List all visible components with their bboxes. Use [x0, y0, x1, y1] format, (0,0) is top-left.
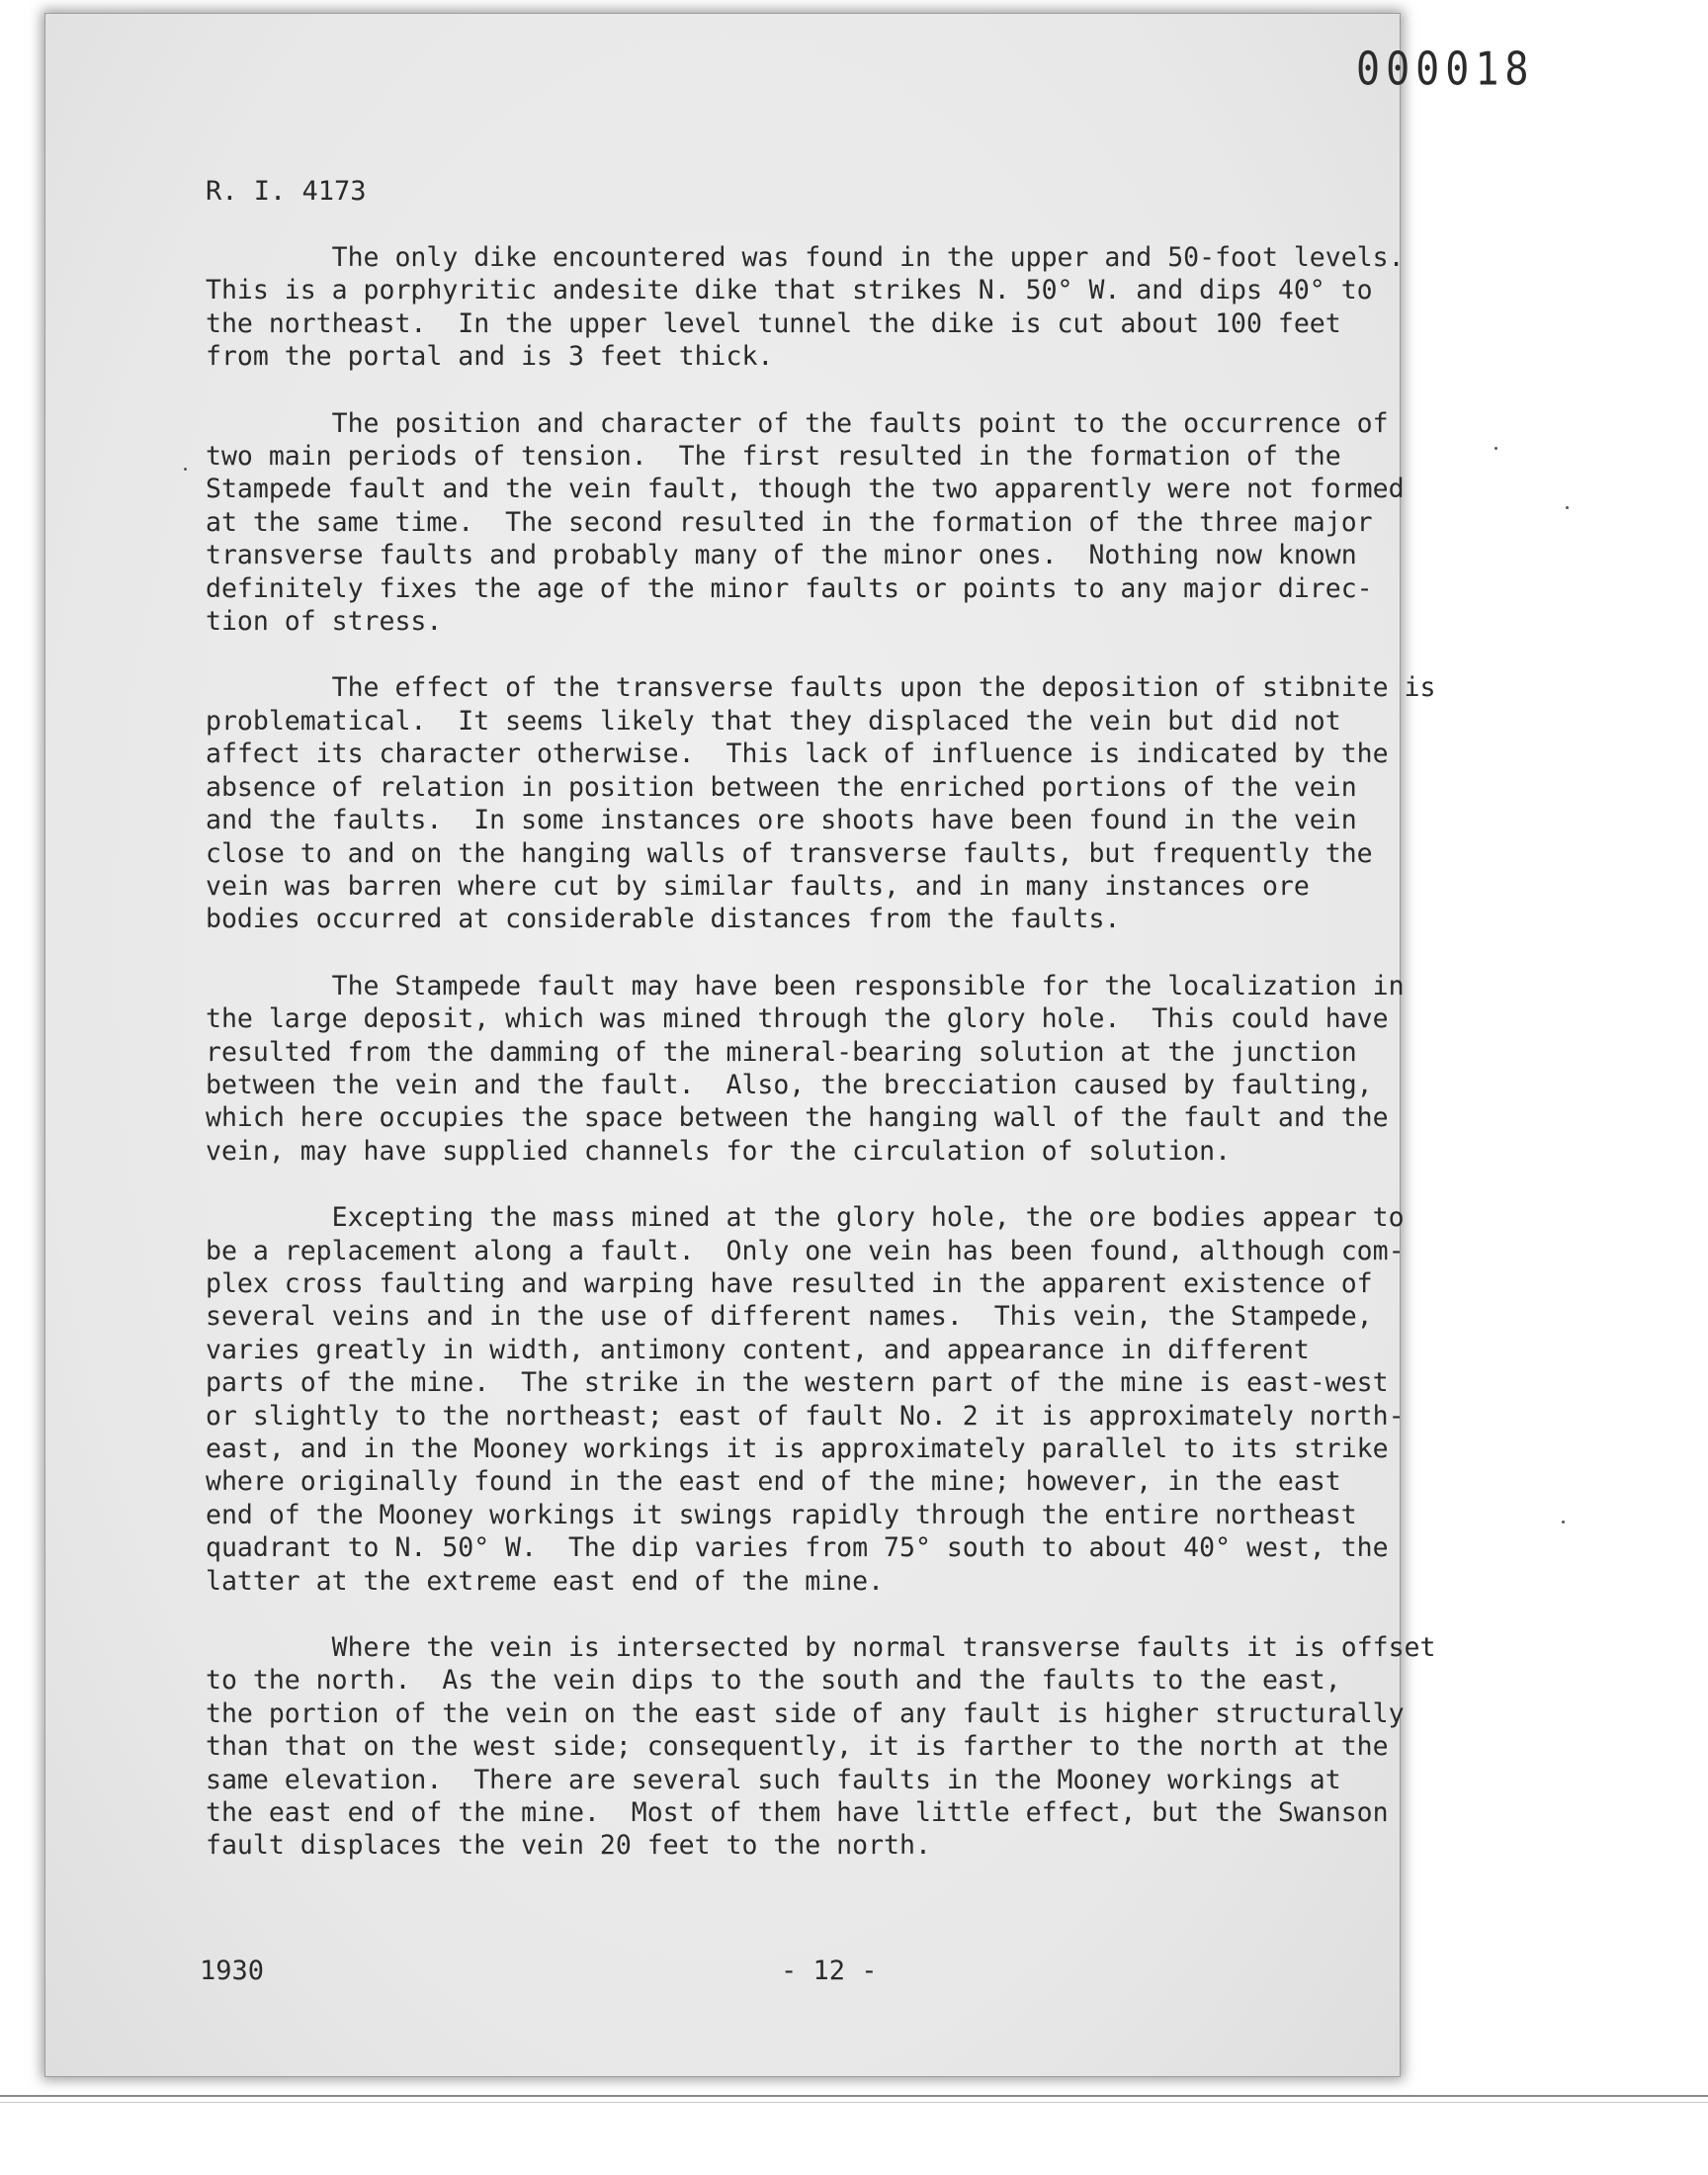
- text-line: to the north. As the vein dips to the south and the faults to the east,: [206, 1665, 1341, 1696]
- text-line: Excepting the mass mined at the glory hole, the ore bodies appear to: [206, 1202, 1405, 1234]
- text-line: definitely fixes the age of the minor faults or points to any major direc-: [206, 572, 1373, 604]
- text-line: Where the vein is intersected by normal transverse faults it is offset: [206, 1632, 1436, 1664]
- report-id: R. I. 4173: [206, 176, 367, 207]
- paragraph: [206, 1201, 1491, 1598]
- text-line: the portion of the vein on the east side of any fault is higher structurally: [206, 1697, 1405, 1729]
- scanner-edge-line-secondary: [0, 2102, 1708, 2103]
- text-line: several veins and in the use of different names. This vein, the Stampede,: [206, 1301, 1373, 1333]
- text-line: end of the Mooney workings it swings rapidly through the entire northeast: [206, 1499, 1357, 1530]
- paragraph: [206, 671, 1491, 935]
- footer-year: 1930: [200, 1956, 265, 1986]
- paper-speck: [1494, 447, 1497, 450]
- text-line: and the faults. In some instances ore shoots have been found in the vein: [206, 805, 1357, 836]
- document-number: 000018: [1356, 44, 1535, 96]
- text-line: where originally found in the east end of the mine; however, in the east: [206, 1466, 1341, 1498]
- text-line: which here occupies the space between the hanging wall of the fault and the: [206, 1102, 1389, 1134]
- text-line: the east end of the mine. Most of them have little effect, but the Swanson: [206, 1797, 1389, 1829]
- text-line: the northeast. In the upper level tunnel the dike is cut about 100 feet: [206, 307, 1341, 339]
- paragraph: [206, 970, 1491, 1168]
- text-line: from the portal and is 3 feet thick.: [206, 341, 774, 373]
- text-line: The position and character of the faults point to the occurrence of: [206, 407, 1389, 439]
- text-line: two main periods of tension. The first resulted in the formation of the: [206, 441, 1341, 473]
- text-line: quadrant to N. 50° W. The dip varies from 75° south to about 40° west, the: [206, 1532, 1389, 1564]
- text-line: at the same time. The second resulted in the formation of the three major: [206, 506, 1373, 538]
- text-line: vein, may have supplied channels for the circulation of solution.: [206, 1135, 1232, 1167]
- text-line: problematical. It seems likely that they displaced the vein but did not: [206, 705, 1341, 737]
- scanner-edge-line: [0, 2095, 1708, 2097]
- text-line: affect its character otherwise. This lack of influence is indicated by the: [206, 739, 1389, 770]
- text-line: between the vein and the fault. Also, the brecciation caused by faulting,: [206, 1069, 1373, 1100]
- paragraph: [206, 1631, 1491, 1863]
- text-line: same elevation. There are several such faults in the Mooney workings at: [206, 1764, 1341, 1795]
- text-line: The Stampede fault may have been responsible for the localization in: [206, 970, 1405, 1001]
- text-line: varies greatly in width, antimony content, and appearance in different: [206, 1334, 1310, 1365]
- document-body: [206, 241, 1491, 1896]
- text-line: tion of stress.: [206, 606, 443, 638]
- text-line: The effect of the transverse faults upon the deposition of stibnite is: [206, 672, 1436, 704]
- text-line: absence of relation in position between the enriched portions of the vein: [206, 771, 1357, 803]
- text-line: The only dike encountered was found in the upper and 50-foot levels.: [206, 242, 1405, 273]
- text-line: Stampede fault and the vein fault, though the two apparently were not formed: [206, 474, 1405, 505]
- text-line: or slightly to the northeast; east of fault No. 2 it is approximately north-: [206, 1400, 1405, 1432]
- paragraph: [206, 407, 1491, 639]
- paragraph: [206, 241, 1491, 374]
- paper-speck: [1562, 1521, 1565, 1523]
- text-line: plex cross faulting and warping have resulted in the apparent existence of: [206, 1267, 1373, 1299]
- paper-speck: [1566, 506, 1569, 509]
- text-line: This is a porphyritic andesite dike that strikes N. 50° W. and dips 40° to: [206, 275, 1373, 306]
- text-line: the large deposit, which was mined through the glory hole. This could have: [206, 1003, 1389, 1035]
- text-line: latter at the extreme east end of the mine.: [206, 1565, 885, 1597]
- text-line: east, and in the Mooney workings it is approximately parallel to its strike: [206, 1434, 1389, 1464]
- text-line: close to and on the hanging walls of transverse faults, but frequently the: [206, 837, 1373, 869]
- text-line: resulted from the damming of the mineral-bearing solution at the junction: [206, 1036, 1357, 1068]
- text-line: transverse faults and probably many of the minor ones. Nothing now known: [206, 540, 1357, 571]
- text-line: parts of the mine. The strike in the western part of the mine is east-west: [206, 1367, 1389, 1399]
- text-line: than that on the west side; consequently, it is farther to the north at the: [206, 1731, 1389, 1763]
- text-line: bodies occurred at considerable distances from the faults.: [206, 904, 1121, 935]
- paper-speck: [184, 468, 187, 471]
- page-number: - 12 -: [781, 1956, 878, 1986]
- text-line: vein was barren where cut by similar faults, and in many instances ore: [206, 870, 1310, 902]
- text-line: be a replacement along a fault. Only one vein has been found, although com-: [206, 1235, 1405, 1266]
- text-line: fault displaces the vein 20 feet to the north.: [206, 1830, 931, 1862]
